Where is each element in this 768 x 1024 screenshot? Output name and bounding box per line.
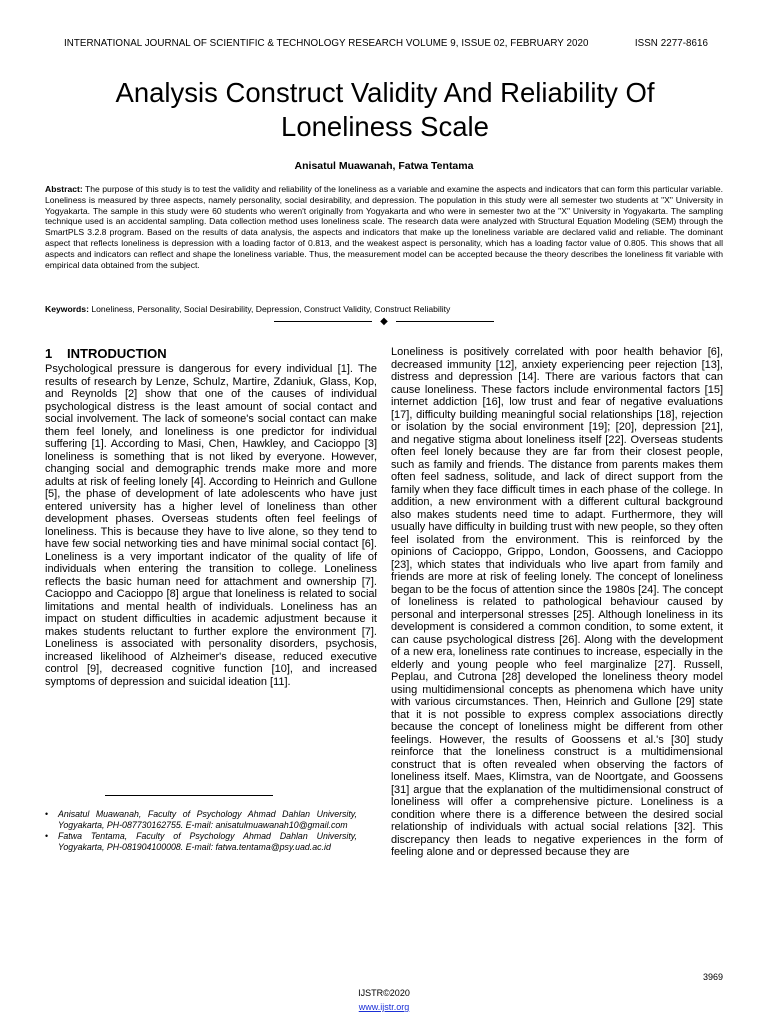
right-column-paragraph: Loneliness is positively correlated with poor health behavior [6], decreased immunity [12], anxiety experiencing peer rejection [13], distress and depression [14]. There are various factors that can cause loneliness. These factors include environmental factors [15] internet addiction [16], low trust and fear of negative evaluations [17], difficulty building meaningful social relationships [18], rejection or isolation by the social environment [19]; [20], depression [21], and negative stigma about loneliness itself [22]. Overseas students often feel lonely because they are far from their closest people, such as family and friends. The distance from parents makes them often feel sadness, solitude, and lack of direct support from the family when they face difficult times in each phase of the college. In addition, a new environment with a different cultural background also makes students need time to adapt. Furthermore, they will usually have difficulty in building trust with new people, so they often feel isolated from the environment. This is reinforced by the opinions of Cacioppo, Grippo, London, Goossens, and Cacioppo [23], which states that individuals who live apart from family and friends are more at risk of feeling lonely. The concept of loneliness began to be the focus of attention since the 1980s [24]. The concept of loneliness is related to pathological behaviour caused by personal and interpersonal stresses [25]. Although loneliness in its development is considered a common condition, to some extent, it can cause psychological distress [26]. Along with the development of a new era, loneliness rate continues to increase, especially in the elderly and young people who feel marginalize [27]. Russell, Peplau, and Cutrona [28] developed the loneliness theory model using multidimensional concepts as phenomena which have unity with various circumstances. Then, Heinrich and Gullone [29] state that it is not possible to express complex associations directly because the concept of loneliness might be different from other feelings. However, the results of Goossens et al.'s [30] study reinforce that the loneliness construct is a multidimensional construct that is often revealed when observing the factors of loneliness itself. Maes, Klimstra, van de Noortgate, and Goossens [31] argue that the explanation of the multidimensional construct of loneliness will offer a comprehensive picture. Loneliness is a condition where there is a difference between the desired social relationship of individuals with actual social relations [32]. This discrepancy then leads to negative experiences in the form of feeling alone and or depressed because they are	[391, 346, 723, 858]
keywords-text: Loneliness, Personality, Social Desirability, Depression, Construct Validity, Construct Reliability	[91, 304, 451, 314]
footnote-text: Anisatul Muawanah, Faculty of Psychology Ahmad Dahlan University, Yogyakarta, PH-087730162755. E-mail: anisatulmuawanah10@gmail.com	[58, 809, 357, 830]
separator-line-left	[274, 321, 372, 322]
keywords	[45, 304, 723, 315]
journal-name: INTERNATIONAL JOURNAL OF SCIENTIFIC & TECHNOLOGY RESEARCH VOLUME 9, ISSUE 02, FEBRUARY 2020	[64, 38, 589, 49]
section-title: INTRODUCTION	[67, 346, 167, 361]
abstract	[45, 184, 723, 270]
authors: Anisatul Muawanah, Fatwa Tentama	[294, 160, 474, 172]
right-column	[391, 346, 723, 859]
title-line-2: Loneliness Scale	[281, 111, 489, 142]
title-line-1: Analysis Construct Validity And Reliability Of	[115, 77, 655, 108]
issn: ISSN 2277-8616	[634, 38, 708, 49]
abstract-text: The purpose of this study is to test the validity and reliability of the loneliness as a variable and examine the aspects and indicators that can form this particular variable. Loneliness is measured by three aspects, namely personality, social desirability, and depression. The population in this study were all semester two students at "X" University in Yogyakarta. The sample in this study were 60 students who weren't originally from Yogyakarta and who were in semester two at the "X" University in Yogyakarta. The sampling technique used is an accidental sampling. Data collection method uses loneliness scale. The research data were analyzed with Structural Equation Modeling (SEM) through the SmartPLS 3.2.8 program. Based on the results of data analysis, the aspects and indicators that make up the loneliness variable are declared valid and reliable. The dominant aspect that reflects loneliness is depression with a loading factor of 0.813, and the weakest aspect is personality, which has a loading factor value of 0.805. This shows that all aspects and indicators can reflect and shape the loneliness variable. Thus, the measurement model can be accepted because the theory describes the loneliness fit variable with empirical data obtained from the subject.	[45, 184, 723, 270]
page-number: 3969	[702, 972, 723, 982]
keywords-label: Keywords:	[45, 304, 89, 314]
footnote-text: Fatwa Tentama, Faculty of Psychology Ahmad Dahlan University, Yogyakarta, PH-081904100008. E-mail: fatwa.tentama@psy.uad.ac.id	[58, 831, 357, 852]
paper-title	[40, 76, 730, 144]
footnote-item	[45, 809, 357, 831]
section-separator	[0, 316, 768, 327]
abstract-label: Abstract:	[45, 184, 83, 194]
footnotes	[45, 809, 357, 853]
section-heading	[45, 346, 377, 361]
running-header	[64, 38, 708, 49]
footer-publisher: IJSTR©2020	[358, 988, 410, 998]
bullet-icon: •	[45, 809, 49, 819]
section-number: 1	[45, 346, 53, 361]
separator-line-right	[396, 321, 494, 322]
left-column-paragraph: Psychological pressure is dangerous for every individual [1]. The results of research by Lenze, Schulz, Martire, Zdaniuk, Glass, Kop, and Reynolds [2] show that one of the causes of individual psychological distress is the least amount of social contact and social involvement. The lack of someone's social contact can make them feel lonely, and loneliness is one predictor for individual suffering [1]. According to Masi, Chen, Hawkley, and Cacioppo [3] loneliness is something that is not liked by everyone. However, changing social and demographic trends make more and more adults at risk of feeling lonely [4]. According to Heinrich and Gullone [5], the phase of development of late adolescents who have just entered university has a higher level of loneliness than other development phases. Overseas students often feel feelings of loneliness. This is because they have to live alone, so they tend to have few social networking ties and have minimal social contact [6]. Loneliness is a very important indicator of the quality of life of individuals when entering the transition to college. Loneliness reflects the basic human need for attachment and ownership [7]. Cacioppo and Cacioppo [8] argue that loneliness is related to social limitations and mental health of individuals. Loneliness has an impact on student difficulties in academic adjustment because it makes students reluctant to further explore the environment [7]. Loneliness is associated with personality disorders, psychosis, increased likelihood of Alzheimer's disease, reduced executive control [9], decreased cognitive function [10], and increased symptoms of depression and suicidal ideation [11].	[45, 363, 377, 688]
footnote-item	[45, 831, 357, 853]
footnote-rule	[105, 795, 273, 796]
bullet-icon: •	[45, 831, 49, 841]
diamond-icon: ◆	[380, 316, 388, 327]
footer-link[interactable]: www.ijstr.org	[358, 1002, 410, 1012]
left-column	[45, 346, 377, 688]
